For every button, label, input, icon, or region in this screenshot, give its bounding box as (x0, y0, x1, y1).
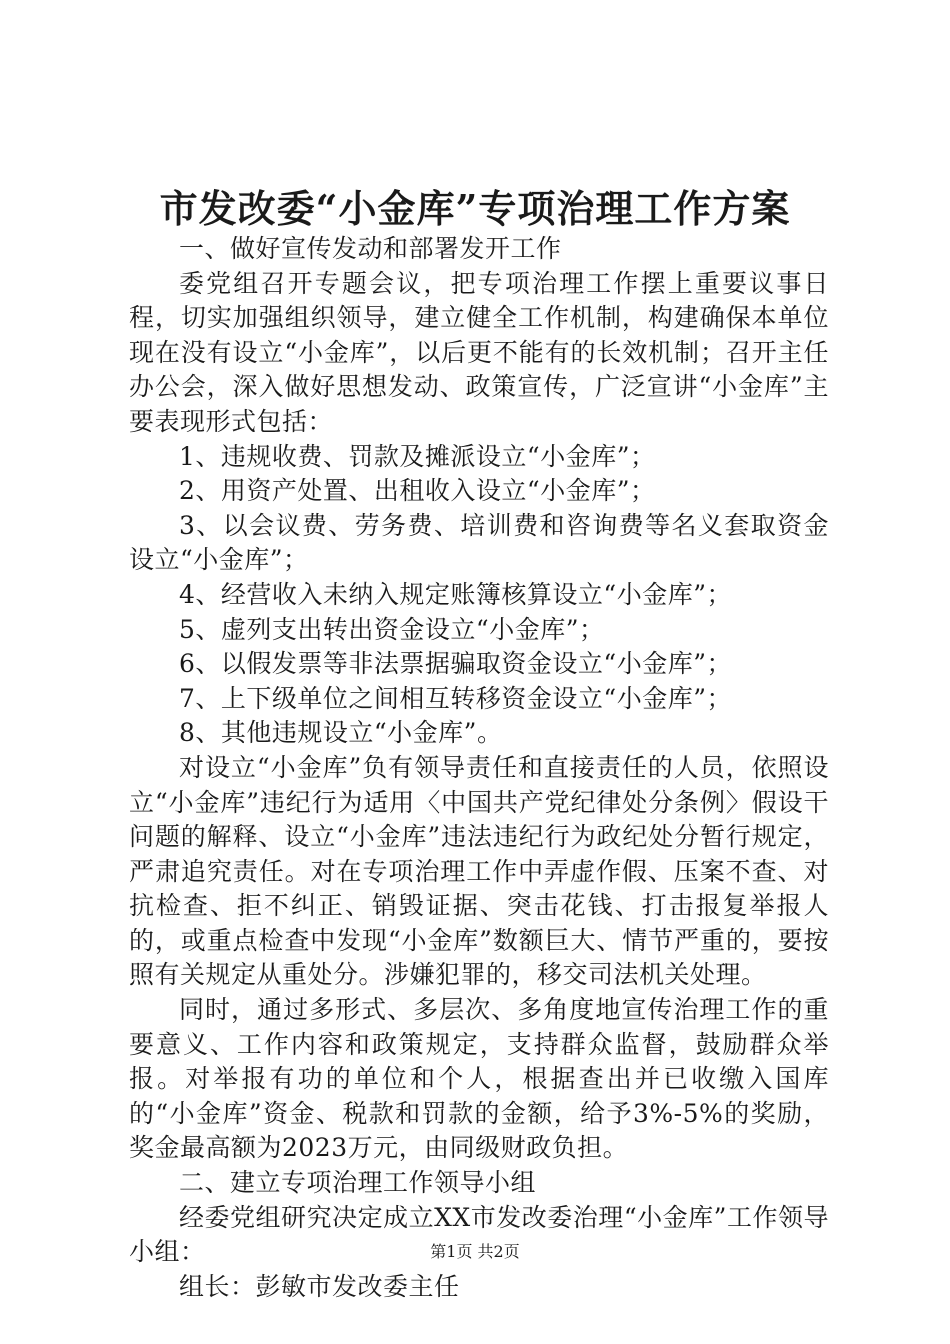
document-body (129, 232, 829, 1304)
body-paragraph: 对设立“小金库”负有领导责任和直接责任的人员，依照设立“小金库”违纪行为适用〈中国共产党纪律处分条例〉假设干问题的解释、设立“小金库”违法违纪行为政纪处分暂行规定，严肃追究责任。对在专项治理工作中弄虚作假、压案不查、对抗检查、拒不纠正、销毁证据、突击花钱、打击报复举报人的，或重点检查中发现“小金库”数额巨大、情节严重的，要按照有关规定从重处分。涉嫌犯罪的，移交司法机关处理。 (129, 752, 829, 990)
list-item: 4、经营收入未纳入规定账簿核算设立“小金库”； (179, 579, 732, 609)
body-paragraph: 组长：彭敏市发改委主任 (179, 1271, 460, 1301)
body-paragraph: 经委党组研究决定成立XX市发改委治理“小金库”工作领导小组： (129, 1202, 829, 1267)
section-heading-2: 二、建立专项治理工作领导小组 (179, 1168, 537, 1198)
body-paragraph: 委党组召开专题会议，把专项治理工作摆上重要议事日程，切实加强组织领导，建立健全工作机制，构建确保本单位现在没有设立“小金库”，以后更不能有的长效机制；召开主任办公会，深入做好思想发动、政策宣传，广泛宣讲“小金库”主要表现形式包括： (129, 268, 829, 436)
document-title: 市发改委“小金库”专项治理工作方案 (159, 186, 791, 231)
body-paragraph: 同时，通过多形式、多层次、多角度地宣传治理工作的重要意义、工作内容和政策规定，支持群众监督，鼓励群众举报。对举报有功的单位和个人，根据查出并已收缴入国库的“小金库”资金、税款和罚款的金额，给予3%-5%的奖励，奖金最高额为2023万元，由同级财政负担。 (129, 995, 829, 1163)
list-item: 6、以假发票等非法票据骗取资金设立“小金库”； (179, 649, 732, 679)
page-footer: 第1页 共2页 (430, 1242, 520, 1261)
list-item: 1、违规收费、罚款及摊派设立“小金库”； (179, 441, 656, 471)
list-item: 7、上下级单位之间相互转移资金设立“小金库”； (179, 683, 732, 713)
list-item: 5、虚列支出转出资金设立“小金库”； (179, 614, 605, 644)
section-heading-1: 一、做好宣传发动和部署发开工作 (179, 234, 562, 263)
list-item: 8、其他违规设立“小金库”。 (179, 718, 503, 748)
list-item: 2、用资产处置、出租收入设立“小金库”； (179, 476, 656, 506)
list-item: 3、以会议费、劳务费、培训费和咨询费等名义套取资金设立“小金库”； (129, 510, 829, 575)
